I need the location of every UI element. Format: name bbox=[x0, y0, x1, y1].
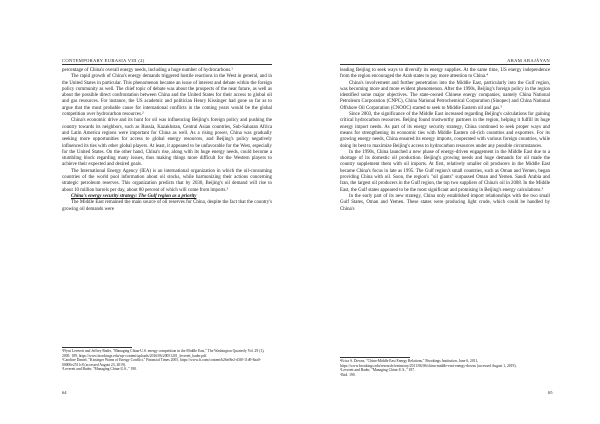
running-head: ARAM ARAJÁYAN bbox=[507, 58, 550, 63]
footnote-rule bbox=[340, 357, 410, 358]
paragraph: The Middle East remained the main source of oil reserves for China, despite the fact that the country's growing oil demands were bbox=[62, 200, 272, 212]
right-page bbox=[300, 0, 600, 424]
footnote: ⁶Ibid. 190. bbox=[340, 372, 356, 377]
footnote: ¹Flynt Leverett and Jeffrey Bader, "Managing China-U.S. energy competition in the Middle East," The Washington Quarterly Vol. 29 (1), 2005: 189, https://www.brookings.edu/wp-content/uploads/2016/06/20051201_leverett_bader.pdf. bbox=[62, 349, 265, 358]
paragraph: The International Energy Agency (IEA) is an international organization in which the oil-consuming countries of the world pool information about oil stocks, while harmonizing their actions concerning strategic petroleum reserves. This organization predicts that by 2030, Beijing's oil demand will rise to about 10 million barrels per day, about 80 percent of which will come from imports.³ bbox=[62, 168, 272, 193]
footnote: ⁴Erica S. Downs, "China-Middle East Energy Relations," Brookings Institution, June 6, 2011, https://www.brookings.edu/research/testimony/2011/06/06/china-middle-east-energy-downs (accessed August 1, 2019). bbox=[340, 359, 517, 368]
footnote-rule bbox=[62, 347, 132, 348]
header-rule bbox=[340, 64, 550, 65]
paragraph: China's involvement and further penetration into the Middle East, particularly into the Gulf region, was becoming more and more evident phenomenon. After the 1990s, Beijing's foreign policy in the region identified some major objectives. The state-owned Chinese energy companies, namely China National Petroleum Corporation (CNPC), China National Petrochemical Corporation (Sinopec) and China National Offshore Oil Corporation (CNOOC) started to seek to Middle Eastern oil and gas.⁵ bbox=[340, 80, 550, 111]
paragraph: Since 2003, the significance of the Middle East increased regarding Beijing's calculations for gaining critical hydrocarbon resources. Beijing found trustworthy partners in the region, helping it fulfill its huge energy import needs. As part of its energy security strategy, China continued to seek proper ways and means for strengthening its economic ties with Middle Eastern oil-rich countries and exporters. For its growing energy needs, China ensured its energy imports, cooperated with various foreign countries, while doing its best to maximize Beijing's access to hydrocarbon resources under any possible circumstances. bbox=[340, 112, 550, 149]
paragraph: China's economic drive and its hunt for oil was influencing Beijing's foreign policy and pushing the country towards its neighbors, such as Russia, Kazakhstan, Central Asian countries, Sub-Saharan Africa and Latin America regions were important for China as well. As a rising power, China was gradually seeking more opportunities for access to global energy resources, and Beijing's policy negatively influenced its ties with other global players. At least, it appeared to be unfavorable for the West, especially for the United States. On the other hand, China's rise, along with its huge energy needs, could become a stumbling block regarding many issues, thus making things more difficult for the Western players to achieve their expected and desired goals. bbox=[62, 118, 272, 168]
footnote: ³Leverett and Bader, "Managing China-U.S.," 190. bbox=[62, 367, 137, 372]
page-number: 65 bbox=[548, 390, 553, 395]
paragraph: percentage of China's overall energy needs, including a huge number of hydrocarbons.¹ bbox=[62, 68, 233, 73]
paragraph: The rapid growth of China's energy demands triggered hostile reactions in the West in general, and in the United States in particular. This phenomenon became an issue of interest and debate within the foreign policy community as well. The chief topic of debate was about the prospects of the near future, as well as about the possible direct confrontation between China and the United States for their access to global oil and gas resources. For instance, the US academic and politician Henry Kissinger had gone so far as to argue that the most probable cause for international conflicts in the coming years would be the global competition over hydrocarbon resources.² bbox=[62, 74, 272, 118]
section-heading: China's energy security strategy: The Gulf region as a priority bbox=[71, 193, 197, 199]
footnotes bbox=[340, 359, 550, 377]
body-text bbox=[62, 68, 272, 213]
paragraph: leading Beijing to seek ways to diversify its energy supplies. At the same time, US energy independence from the region encouraged the Arab states to pay more attention to China.⁴ bbox=[340, 68, 550, 80]
paragraph: In the 1990s, China launched a new phase of energy-driven engagement in the Middle East due to a shortage of its domestic oil production. Beijing's growing needs and huge demands for oil made the country supplement them with oil imports. At first, relatively smaller oil producers in the Middle East became China's focus in late as 1995. The Gulf region's small countries, such as Oman and Yemen, began providing China with oil. Soon, the region's "oil giants" surpassed Oman and Yemen. Saudi Arabia and Iran, the largest oil producers in the Gulf region, the top two suppliers of China's oil in 2008. In the Middle East, the Gulf states appeared to be the most significant and promising in Beijing's energy calculations.⁶ bbox=[340, 149, 550, 193]
header-rule bbox=[62, 64, 272, 65]
footnote: ²Caroline Daniel, "Kissinger Warns of Energy Conflict," Financial Times 2005, https://www.ft.com/content/b26ef8e2-d3f0-11d9-8aa0-00000e2511c8 (accessed August 23, 2019). bbox=[62, 358, 261, 367]
running-head: CONTEMPORARY EURASIA VIII (2) bbox=[62, 58, 145, 63]
footnotes bbox=[62, 349, 272, 372]
page-number: 64 bbox=[62, 390, 67, 395]
paragraph: In the early part of its new strategy, China only established import relationships with the two small Gulf States, Oman and Yemen. These states were producing light crude, which could be handled by China's bbox=[340, 193, 550, 212]
body-text bbox=[340, 68, 550, 213]
footnote: ⁵Leverett and Bader, "Managing China-U.S.," 187. bbox=[340, 368, 416, 373]
